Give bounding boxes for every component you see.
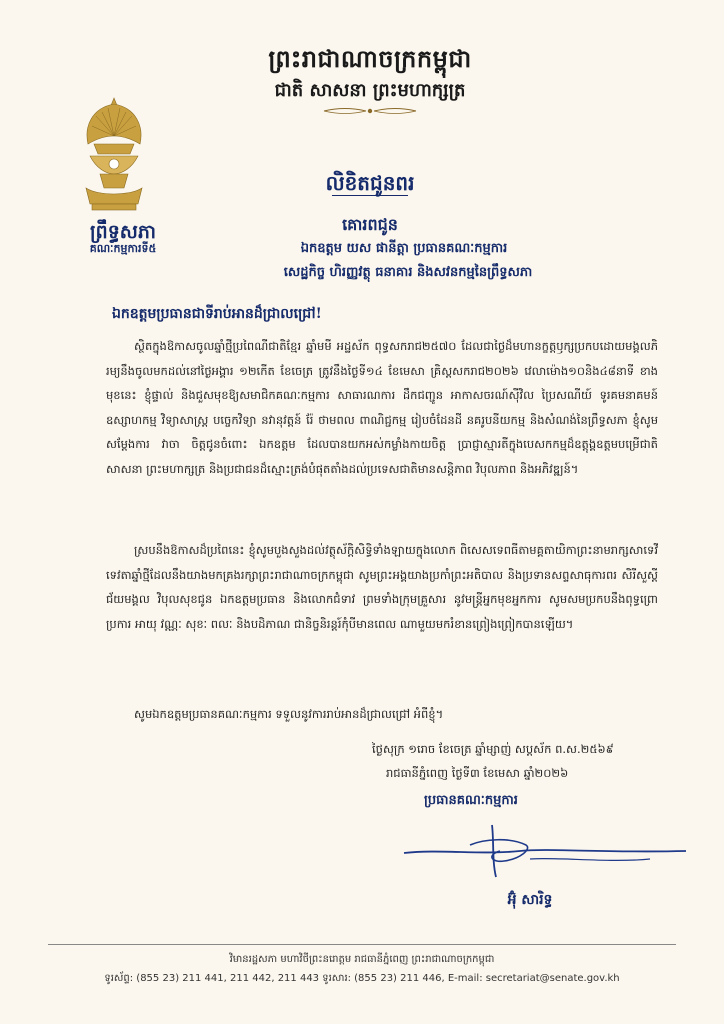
national-motto: ជាតិ សាសនា ព្រះមហាក្សត្រ <box>274 80 466 101</box>
committee-name: គណៈកម្មការទី៥ <box>89 242 157 255</box>
body-paragraph-1-text: ស្ថិតក្នុងឱកាសចូលឆ្នាំថ្មីប្រពៃណីជាតិខ្មែរ ឆ្នាំមមី អដ្ឋស័ក ពុទ្ធសករាជ២៥៧០ ដែលជាថ្ងៃដ៏មហានក្ខត្តឫក្សប្រកបដោយមង្គលភិរម្យនឹងចូលមកដល់នៅថ្ងៃអង្គារ ១២កើត ខែចេត្រ ត្រូវនឹងថ្ងៃទី១៤ ខែមេសា គ្រិស្តសករាជ២០២៦ វេលាម៉ោង១០និង៤៨នាទី ខាងមុខនេះ ខ្ញុំផ្ទាល់ និងជួសមុខឱ្យសមាជិកគណៈកម្មការ សាធារណការ ដឹកជញ្ជូន អាកាសចរណ៍ស៊ីវិល ប្រៃសណីយ៍ ទូរគមនាគមន៍ ឧស្សាហកម្ម វិទ្យាសាស្ត្រ បច្ចេកវិទ្យា នវានុវត្តន៍ រ៉ែ ថាមពល ពាណិជ្ជកម្ម រៀបចំដែនដី នគរូបនីយកម្ម និងសំណង់នៃព្រឹទ្ធសភា ខ្ញុំសូមសម្ដែងការ វាចា ចិត្តជូនចំពោះ ឯកឧត្តម ដែលបានយកអស់កម្លាំងកាយចិត្ត ប្រាជ្ញាស្មារតីក្នុងបេសកកម្មដ៏ឧត្តុង្គឧត្តមបម្រើជាតិ សាសនា ព្រះមហាក្សត្រ និងប្រជាជនដ៏ស្មោះត្រង់បំផុតតាំងដល់ប្រទេសជាតិមានសន្តិភាព វិបុលភាព និងអភិវឌ្ឍន៍។ <box>106 339 658 476</box>
respect-to-label: គោរពជូន <box>342 215 398 234</box>
footer-contact: ទូរស័ព្ទ: (855 23) 211 441, 211 442, 211 443 ទូរសារ: (855 23) 211 446, E-mail: secretariat@senate.gov.kh <box>104 973 620 984</box>
title-underline <box>332 195 408 196</box>
signer-title: ប្រធានគណៈកម្មការ <box>424 793 518 808</box>
footer-divider <box>48 944 676 945</box>
solar-date: រាជធានីភ្នំពេញ ថ្ងៃទី៣ ខែមេសា ឆ្នាំ២០២៦ <box>386 766 569 780</box>
body-paragraph-3-text: សូមឯកឧត្តមប្រធានគណៈកម្មការ ទទួលនូវការរាប់អានដ៏ជ្រាលជ្រៅ អំពីខ្ញុំ។ <box>134 707 444 721</box>
lunar-date: ថ្ងៃសុក្រ ១រោច ខែចេត្រ ឆ្នាំម្សាញ់ សប្តស័ក ព.ស.២៥៦៩ <box>372 742 614 756</box>
recipient-line-2: សេដ្ឋកិច្ច ហិរញ្ញវត្ថុ ធនាគារ និងសវនកម្មនៃព្រឹទ្ធសភា <box>283 265 533 280</box>
senate-emblem-icon <box>78 96 150 214</box>
body-paragraph-3 <box>106 702 658 727</box>
ornament-divider-icon <box>320 104 420 118</box>
institution-name: ព្រឹទ្ធសភា <box>90 221 156 243</box>
signer-name: អ៊ុំ សារិទ្ធ <box>507 892 553 908</box>
letter-type-title: លិខិតជូនពរ <box>325 171 415 195</box>
body-paragraph-2-text: ស្របនឹងឱកាសដ៏ប្រពៃនេះ ខ្ញុំសូមបួងសួងដល់វត្ថុស័ក្តិសិទ្ធិទាំងឡាយក្នុងលោក ពិសេសទេពធីតាមគ្គតាយិកាព្រះនាមរាក្សសាទេវី ទេវតាឆ្នាំថ្មីដែលនឹងយាងមកគ្រងរក្សាព្រះរាជាណាចក្រកម្ពុជា សូមព្រះអង្គយាងប្រកាំព្រះអតិបាល និងប្រទានសព្ទសាធុការពរ សិរីសួស្តី ជ័យមង្គល វិបុលសុខជូន ឯកឧត្តមប្រធាន និងលោកជំទាវ ព្រមទាំងក្រុមគ្រួសារ នូវមន្ត្រីអ្នកមុខអ្នកការ សូមសមប្រកបនឹងពុទ្ធព្រោប្រការ អាយុ វណ្ណៈ សុខៈ ពលៈ និងបដិភាណ ជានិច្ចនិរន្តរ៍កុំបីមានពេល ណាមួយមករំខានព្រៀងព្រៀកបានឡើយ។ <box>106 543 658 631</box>
recipient-line-1: ឯកឧត្តម យស ផានីត្តា ប្រធានគណៈកម្មការ <box>300 241 508 256</box>
body-paragraph-1 <box>106 334 658 481</box>
signature-icon <box>400 815 690 885</box>
kingdom-heading: ព្រះរាជាណាចក្រកម្ពុជា <box>268 44 472 73</box>
footer-address: វិមានរដ្ឋសភា មហាវិថីព្រះនរោត្តម រាជធានីភ្នំពេញ ព្រះរាជាណាចក្រកម្ពុជា <box>229 954 495 965</box>
body-paragraph-2 <box>106 538 658 636</box>
salutation: ឯកឧត្តមប្រធានជាទីរាប់អានដ៏ជ្រាលជ្រៅ! <box>112 306 322 322</box>
